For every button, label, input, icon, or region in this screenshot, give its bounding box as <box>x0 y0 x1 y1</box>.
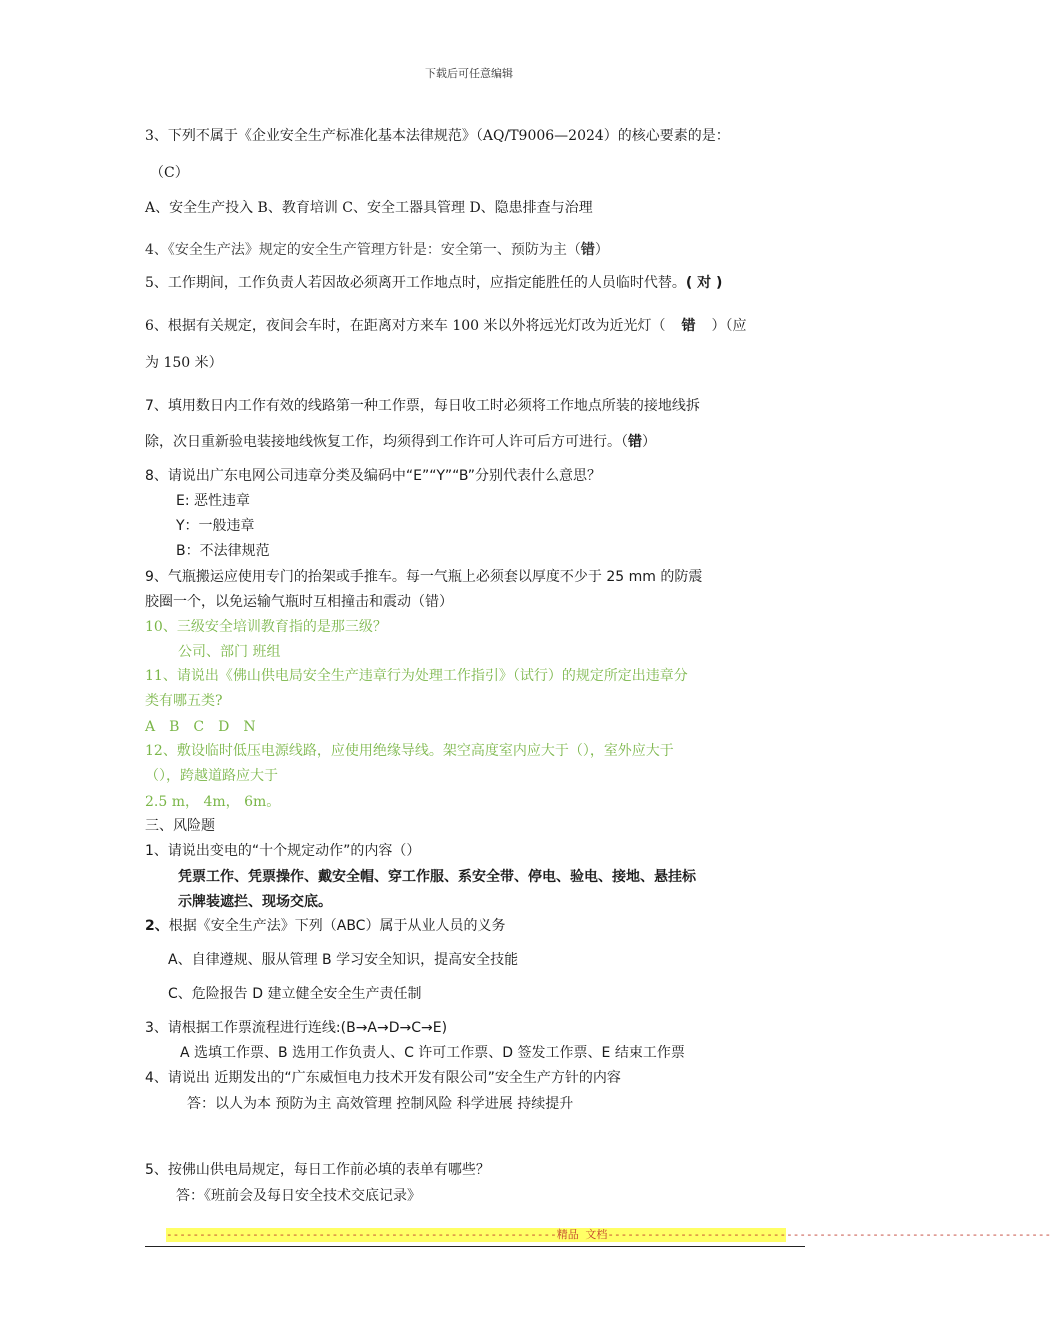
question-5: 5、工作期间，工作负责人若因故必须离开工作地点时，应指定能胜任的人员临时代替。( 对 ) <box>145 275 723 291</box>
question-8: 8、请说出广东电网公司违章分类及编码中“E”“Y”“B”分别代表什么意思？ <box>145 468 601 484</box>
question-7: 7、填用数日内工作有效的线路第一种工作票，每日收工时必须将工作地点所装的接地线拆 <box>145 398 700 414</box>
risk-question-3: 3、请根据工作票流程进行连线:(B→A→D→C→E) <box>145 1020 448 1036</box>
question-10: 10、三级安全培训教育指的是那三级？ <box>145 619 387 635</box>
question-12: 12、敷设临时低压电源线路，应使用绝缘导线。架空高度室内应大于（），室外应大于 <box>145 743 674 759</box>
risk-question-5: 5、按佛山供电局规定，每日工作前必填的表单有哪些？ <box>145 1162 490 1178</box>
question-9: 9、气瓶搬运应使用专门的抬架或手推车。每一气瓶上必须套以厚度不少于 25 mm 的防震 <box>145 569 703 585</box>
question-11-answer: A B C D N <box>145 719 256 735</box>
risk-question-2-options-a: A、自律遵规、服从管理 B 学习安全知识，提高安全技能 <box>168 952 519 968</box>
question-6: 6、根据有关规定，夜间会车时，在距离对方来车 100 米以外将远光灯改为近光灯（ 错 ）（应 <box>145 318 747 334</box>
risk-question-4-answer: 答：以人为本 预防为主 高效管理 控制风险 科学进展 持续提升 <box>187 1096 574 1112</box>
question-7-mark: 错 <box>628 434 642 450</box>
question-12-line2: （），跨越道路应大于 <box>145 768 278 784</box>
question-11: 11、请说出《佛山供电局安全生产违章行为处理工作指引》（试行）的规定所定出违章分 <box>145 668 688 684</box>
question-6-line2: 为 150 米） <box>145 355 223 371</box>
question-9-line2: 胶圈一个，以免运输气瓶时互相撞击和震动（错） <box>145 594 453 610</box>
footer-rule <box>145 1246 805 1247</box>
risk-question-2-options-c: C、危险报告 D 建立健全安全生产责任制 <box>168 986 422 1002</box>
question-11-line2: 类有哪五类? <box>145 693 223 709</box>
risk-question-1: 1、请说出变电的“十个规定动作”的内容（） <box>145 843 421 859</box>
risk-question-2: 2、根据《安全生产法》下列（ABC）属于从业人员的义务 <box>145 918 506 934</box>
risk-question-5-answer: 答：《班前会及每日安全技术交底记录》 <box>176 1188 421 1204</box>
section-3-heading: 三、风险题 <box>145 818 215 834</box>
risk-question-4: 4、请说出 近期发出的“广东威恒电力技术开发有限公司”安全生产方针的内容 <box>145 1070 621 1086</box>
question-3-answer: （C） <box>150 165 189 181</box>
question-8-b: B：不法律规范 <box>176 543 270 559</box>
risk-question-1-answer: 凭票工作、凭票操作、戴安全帽、穿工作服、系安全带、停电、验电、接地、悬挂标 <box>178 869 696 885</box>
page-header: 下载后可任意编辑 <box>425 67 513 80</box>
question-10-answer: 公司、部门 班组 <box>178 644 281 660</box>
footer-banner: -----------------------------------------------------------精品 文档------------------------------------------------------------------- <box>166 1228 1051 1241</box>
risk-question-3-items: A 选填工作票、B 选用工作负责人、C 许可工作票、D 签发工作票、E 结束工作票 <box>180 1045 685 1061</box>
question-5-mark: ( 对 ) <box>685 275 723 291</box>
risk-question-1-answer-line2: 示牌装遮拦、现场交底。 <box>178 894 332 910</box>
question-6-mark: 错 <box>681 318 696 334</box>
question-7-line2: 除，次日重新验电装接地线恢复工作，均须得到工作许可人许可后方可进行。（错） <box>145 434 656 450</box>
question-8-e: E: 恶性违章 <box>176 493 251 509</box>
question-12-answer: 2.5 m， 4m， 6m。 <box>145 794 281 810</box>
question-3: 3、下列不属于《企业安全生产标准化基本法律规范》（AQ/T9006—2024）的核心要素的是： <box>145 128 730 144</box>
question-4-mark: 错 <box>580 242 595 258</box>
question-8-y: Y：一般违章 <box>176 518 255 534</box>
question-3-options: A、安全生产投入 B、教育培训 C、安全工器具管理 D、隐患排查与治理 <box>145 200 593 216</box>
question-4: 4、《安全生产法》规定的安全生产管理方针是：安全第一、预防为主（错） <box>145 242 609 258</box>
